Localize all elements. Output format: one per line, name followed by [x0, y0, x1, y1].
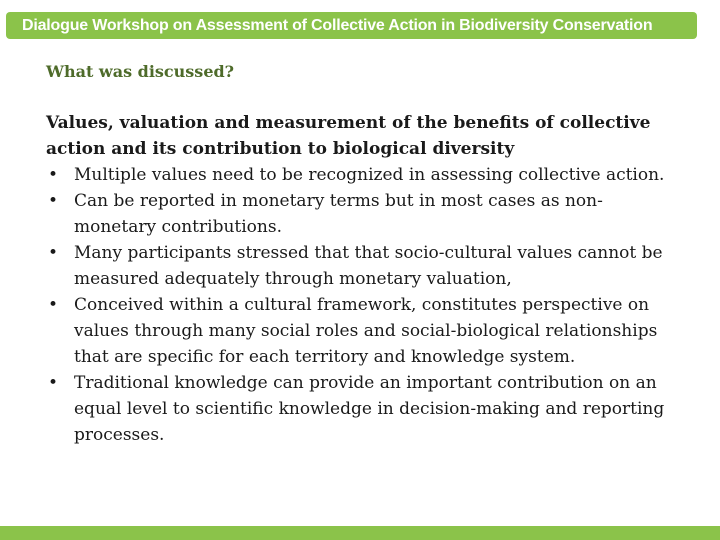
bullet-item: • Traditional knowledge can provide an important contribution on an equal level to scientific knowledge in decision-making and reporting processes. — [46, 370, 666, 448]
bullet-item: • Conceived within a cultural framework, constitutes perspective on values through many social roles and social-biological relationships that are specific for each territory and knowledge system. — [46, 292, 666, 370]
bullet-item: • Can be reported in monetary terms but in most cases as non-monetary contributions. — [46, 188, 666, 240]
bullet-item: • Multiple values need to be recognized in assessing collective action. — [46, 162, 666, 188]
section-heading: What was discussed? — [46, 62, 235, 81]
footer-accent-bar — [0, 526, 720, 540]
bullet-item: • Many participants stressed that that socio-cultural values cannot be measured adequately through monetary valuation, — [46, 240, 666, 292]
slide-body — [46, 110, 666, 448]
bullet-list — [46, 162, 666, 448]
banner-title: Dialogue Workshop on Assessment of Collective Action in Biodiversity Conservation — [22, 16, 653, 34]
title-banner — [6, 12, 697, 39]
slide-subheading: Values, valuation and measurement of the benefits of collective action and its contribution to biological diversity — [46, 113, 651, 159]
